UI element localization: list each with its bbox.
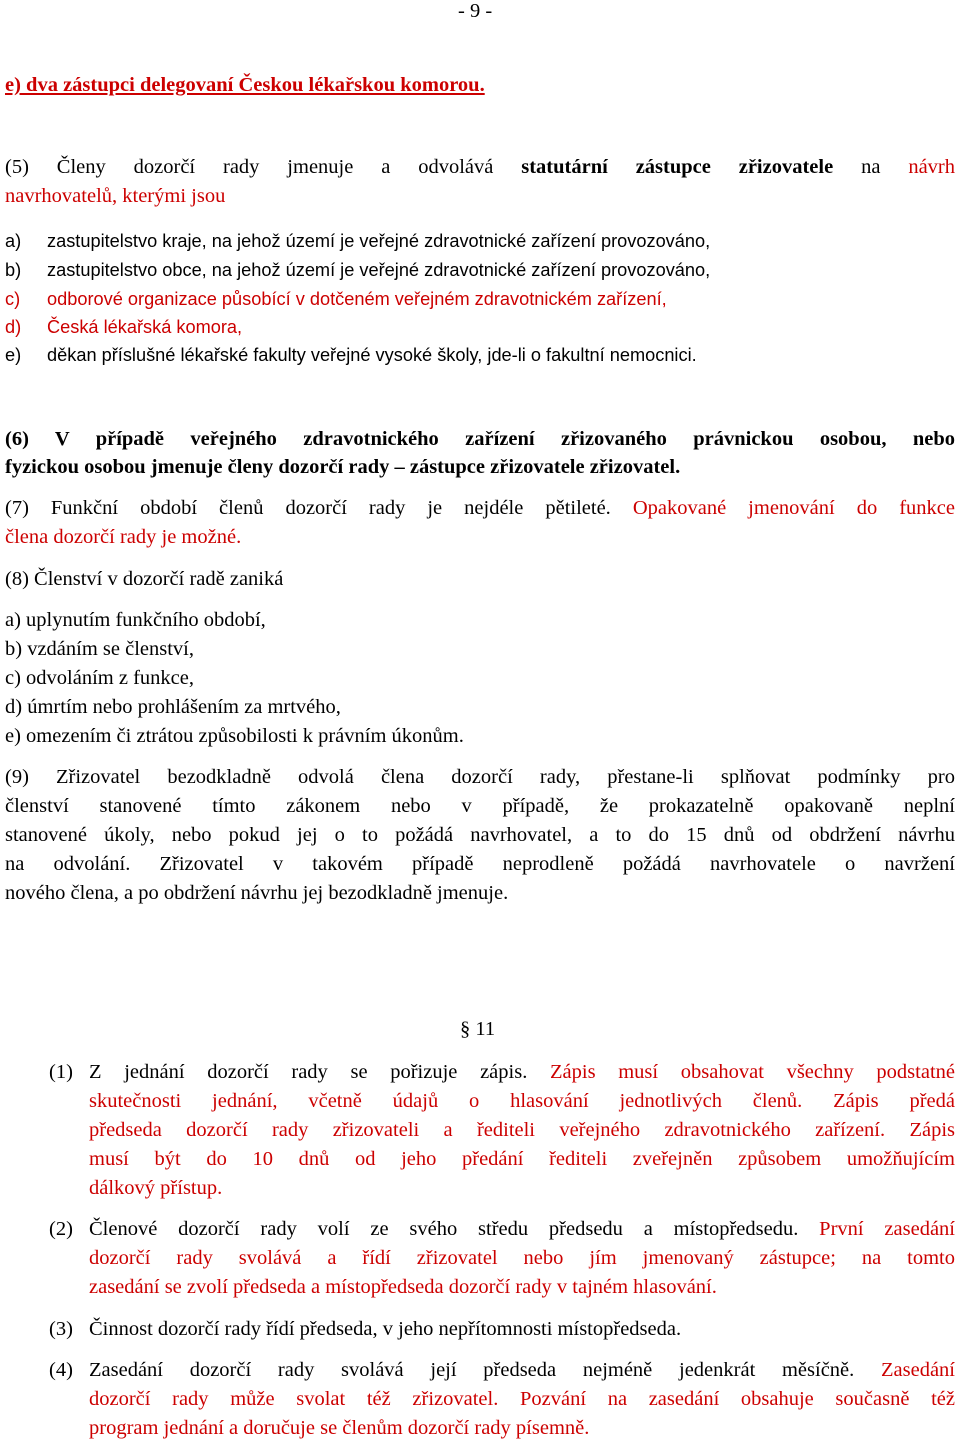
- p5-line-2: navrhovatelů, kterými jsou: [5, 185, 226, 207]
- p9-line-4: na odvolání. Zřizovatel v takovém případě neprodleně požádá navrhovatele o navržení: [5, 853, 955, 875]
- s11-p4-line-3: program jednání a doručuje se členům dozorčí rady písemně.: [89, 1417, 590, 1439]
- p9-line-1: (9) Zřizovatel bezodkladně odvolá člena dozorčí rady, přestane-li splňovat podmínky pro: [5, 766, 955, 788]
- p7-line-1: [5, 497, 955, 520]
- p5-line-1: [5, 156, 955, 179]
- p5-item-a-label: a): [5, 231, 22, 251]
- p6-line-1: (6) V případě veřejného zdravotnického zařízení zřizovaného právnickou osobou, nebo: [5, 428, 955, 450]
- s11-p4-text-c: dozorčí rady může svolat též zřizovatel.: [89, 1388, 499, 1410]
- s11-p4-number: (4): [49, 1359, 73, 1381]
- s11-p1-line-3: předseda dozorčí rady zřizovateli a řediteli veřejného zdravotnického zařízení. Zápis: [89, 1119, 955, 1141]
- s11-p2-line-2: dozorčí rady svolává a řídí zřizovatel nebo jím jmenovaný zástupce; na tomto: [89, 1247, 955, 1269]
- p9-line-5: nového člena, a po obdržení návrhu jej bezodkladně jmenuje.: [5, 882, 509, 904]
- p6-line-2: fyzickou osobou jmenuje členy dozorčí rady – zástupce zřizovatele zřizovatel.: [5, 456, 681, 478]
- p8-intro: (8) Členství v dozorčí radě zaniká: [5, 568, 284, 590]
- p5-item-e-label: e): [5, 345, 22, 365]
- p5-statutory-rep: statutární zástupce zřizovatele: [521, 156, 834, 178]
- p5-item-d-label: d): [5, 317, 22, 337]
- p5-item-c-label: c): [5, 289, 21, 309]
- s11-p2-line-3: zasedání se zvolí předseda a místopředseda dozorčí rady v tajném hlasování.: [89, 1276, 717, 1298]
- p7-text-b: Opakované jmenování do funkce: [610, 497, 955, 519]
- s11-p1-number: (1): [49, 1061, 73, 1083]
- delegates-line: e) dva zástupci delegovaní Českou lékařskou komorou.: [5, 74, 485, 96]
- p5-item-a-text: zastupitelstvo kraje, na jehož území je veřejné zdravotnické zařízení provozováno,: [47, 231, 711, 251]
- p8-item-e: e) omezením či ztrátou způsobilosti k právním úkonům.: [5, 725, 464, 747]
- p8-item-c: c) odvoláním z funkce,: [5, 667, 194, 689]
- p5-item-b-label: b): [5, 260, 22, 280]
- p5-proposal-word: návrh: [908, 156, 956, 178]
- s11-p1-text-a: Z jednání dozorčí rady se pořizuje zápis.: [89, 1061, 528, 1083]
- s11-p3-number: (3): [49, 1318, 73, 1340]
- p5-text-a: (5) Členy dozorčí rady jmenuje a odvolává: [5, 156, 522, 178]
- p7-text-a: (7) Funkční období členů dozorčí rady je nejdéle pětileté.: [5, 497, 611, 519]
- p5-item-d-text: Česká lékařská komora,: [47, 317, 243, 337]
- p9-line-2: členství stanovené tímto zákonem nebo v případě, že prokazatelně opakovaně neplní: [5, 795, 955, 817]
- page-number: - 9 -: [458, 0, 493, 22]
- s11-p4-line-1: [89, 1359, 955, 1382]
- s11-p2-number: (2): [49, 1218, 73, 1240]
- s11-p4-text-d: Pozvání na zasedání obsahuje současně též: [498, 1388, 955, 1410]
- p5-item-b-text: zastupitelstvo obce, na jehož území je veřejné zdravotnické zařízení provozováno,: [47, 260, 711, 280]
- p8-item-b: b) vzdáním se členství,: [5, 638, 195, 660]
- s11-p4-text-b: Zasedání: [854, 1359, 955, 1381]
- s11-p3-line-1: Činnost dozorčí rady řídí předseda, v jeho nepřítomnosti místopředseda.: [89, 1318, 682, 1340]
- section-heading: § 11: [460, 1018, 496, 1040]
- p8-item-a: a) uplynutím funkčního období,: [5, 609, 266, 631]
- s11-p1-line-4: musí být do 10 dnů od jeho předání řediteli zveřejněn způsobem umožňujícím: [89, 1148, 955, 1170]
- p5-item-e-text: děkan příslušné lékařské fakulty veřejné vysoké školy, jde-li o fakultní nemocnici.: [47, 345, 697, 365]
- s11-p2-line-1: [89, 1218, 955, 1241]
- s11-p2-text-b: První zasedání: [798, 1218, 955, 1240]
- s11-p1-line-2: skutečnosti jednání, včetně údajů o hlasování jednotlivých členů. Zápis předá: [89, 1090, 955, 1112]
- s11-p1-line-5: dálkový přístup.: [89, 1177, 223, 1199]
- s11-p2-text-a: Členové dozorčí rady volí ze svého středu předsedu a místopředsedu.: [89, 1218, 799, 1240]
- s11-p4-text-a: Zasedání dozorčí rady svolává její předseda nejméně jedenkrát měsíčně.: [89, 1359, 855, 1381]
- p9-line-3: stanovené úkoly, nebo pokud jej o to požádá navrhovatel, a to do 15 dnů od obdržení návrhu: [5, 824, 955, 846]
- p7-line-2: člena dozorčí rady je možné.: [5, 526, 242, 548]
- s11-p1-line-1: [89, 1061, 955, 1084]
- p5-item-c-text: odborové organizace působící v dotčeném veřejném zdravotnickém zařízení,: [47, 289, 667, 309]
- p8-item-d: d) úmrtím nebo prohlášením za mrtvého,: [5, 696, 341, 718]
- s11-p4-line-2: [89, 1388, 955, 1411]
- p5-text-c: na: [833, 156, 909, 178]
- s11-p1-text-b: Zápis musí obsahovat všechny podstatné: [527, 1061, 955, 1083]
